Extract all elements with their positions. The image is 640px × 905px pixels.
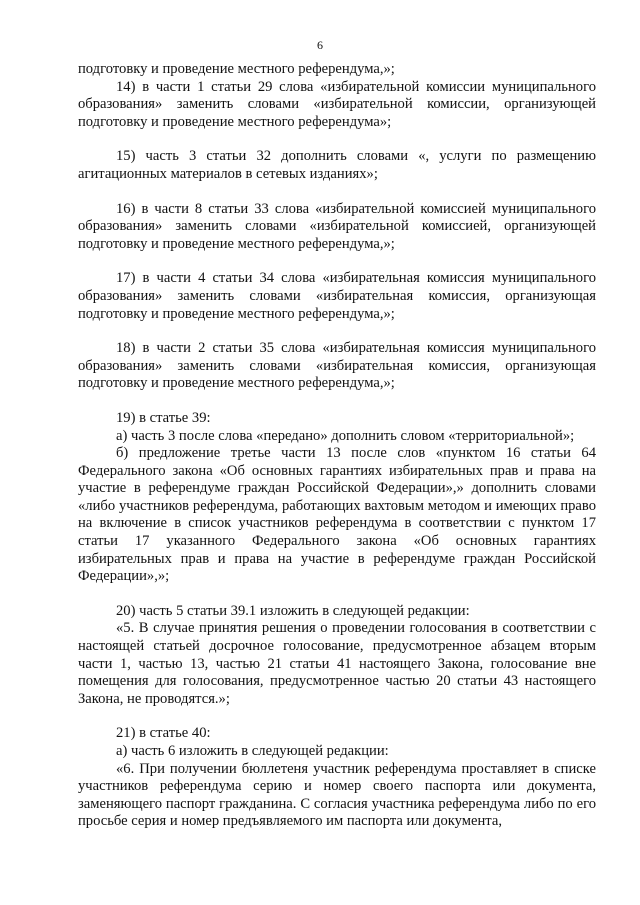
paragraph: 18) в части 2 статьи 35 слова «избирательная комиссия муниципального образования» заменить словами «избирательная комиссия, организующая подготовку и проведение местного референдума,»; bbox=[78, 340, 596, 392]
paragraph: а) часть 3 после слова «передано» дополнить словом «территориальной»; bbox=[116, 427, 575, 444]
paragraph: 21) в статье 40: bbox=[116, 725, 211, 742]
paragraph-gap bbox=[78, 253, 596, 270]
document-body bbox=[78, 61, 596, 831]
paragraph-gap bbox=[78, 708, 596, 725]
paragraph: 20) часть 5 статьи 39.1 изложить в следующей редакции: bbox=[116, 602, 470, 619]
paragraph-gap bbox=[78, 131, 596, 148]
paragraph: 15) часть 3 статьи 32 дополнить словами «, услуги по размещению агитационных материалов в сетевых изданиях»; bbox=[78, 148, 596, 182]
paragraph-gap bbox=[78, 586, 596, 603]
paragraph: 16) в части 8 статьи 33 слова «избирательной комиссией муниципального образования» заменить словами «избирательной комиссией, организующей подготовку и проведение местного референдума,»; bbox=[78, 200, 596, 252]
paragraph: 19) в статье 39: bbox=[116, 409, 211, 426]
paragraph-gap bbox=[78, 184, 596, 201]
paragraph-gap bbox=[78, 323, 596, 340]
paragraph: 14) в части 1 статьи 29 слова «избирательной комиссии муниципального образования» заменить словами «избирательной комиссии, организующей подготовку и проведение местного референдума»; bbox=[78, 78, 596, 130]
paragraph: 17) в части 4 статьи 34 слова «избирательная комиссия муниципального образования» заменить словами «избирательная комиссия, организующая подготовку и проведение местного референдума,»; bbox=[78, 270, 596, 322]
paragraph: подготовку и проведение местного референдума,»; bbox=[78, 61, 395, 77]
paragraph: б) предложение третье части 13 после слов «пунктом 16 статьи 64 Федерального закона «Об основных гарантиях избирательных прав и права на участие в референдуме граждан Российской Федерации»,» дополнить словами «либо участников референдума, работающих вахтовым методом и имеющих право на включение в список участников референдума в соответствии с пунктом 17 статьи 17 указанного Федерального закона «Об основных гарантиях избирательных прав и права на участие в референдуме граждан Российской Федерации»,»; bbox=[78, 445, 596, 585]
page-number: 6 bbox=[317, 38, 323, 52]
paragraph: «6. При получении бюллетеня участник референдума проставляет в списке участников референдума серию и номер своего паспорта или документа, заменяющего паспорт гражданина. С согласия участника референдума либо по его просьбе серия и номер предъявляемого им паспорта или документа, bbox=[78, 760, 596, 830]
paragraph: «5. В случае принятия решения о проведении голосования в соответствии с настоящей статьей досрочное голосование, предусмотренное абзацем вторым части 1, частью 13, частью 21 статьи 41 настоящего Закона, голосование вне помещения для голосования, предусмотренное частью 20 статьи 43 настоящего Закона, не проводятся.»; bbox=[78, 620, 596, 707]
paragraph: а) часть 6 изложить в следующей редакции: bbox=[116, 743, 389, 759]
paragraph-gap bbox=[78, 393, 596, 410]
